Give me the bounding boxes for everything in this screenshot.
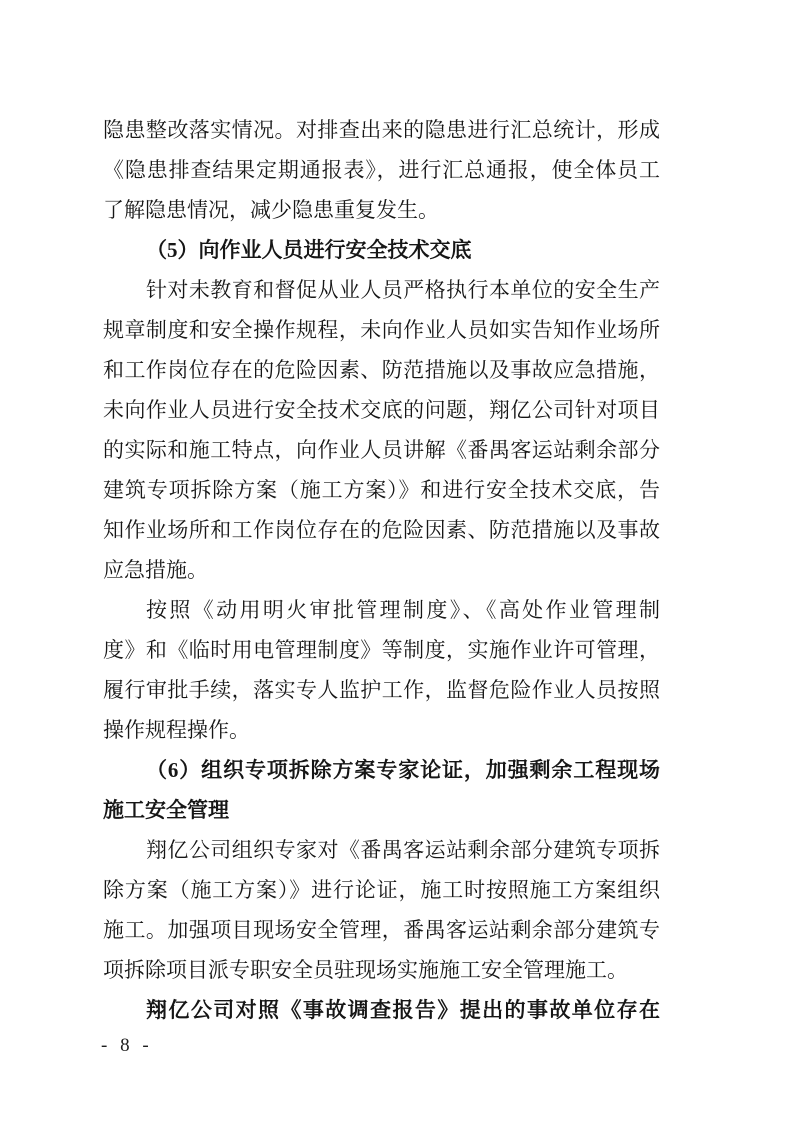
text-line: 操作规程操作。 bbox=[103, 718, 250, 742]
text-line: 了解隐患情况，减少隐患重复发生。 bbox=[103, 198, 439, 222]
text-line: 履行审批手续，落实专人监护工作，监督危险作业人员按照 bbox=[103, 678, 660, 702]
text-line: 《隐患排查结果定期通报表》，进行汇总通报，使全体员工 bbox=[103, 158, 660, 182]
text-line: 规章制度和安全操作规程，未向作业人员如实告知作业场所 bbox=[103, 318, 660, 342]
text-line: 施工。加强项目现场安全管理，番禺客运站剩余部分建筑专 bbox=[103, 918, 660, 942]
text-line: 施工安全管理 bbox=[103, 798, 229, 822]
text-line: 的实际和施工特点，向作业人员讲解《番禺客运站剩余部分 bbox=[103, 438, 660, 462]
text-line: 针对未教育和督促从业人员严格执行本单位的安全生产 bbox=[146, 278, 660, 302]
text-line: 度》和《临时用电管理制度》等制度，实施作业许可管理， bbox=[103, 638, 660, 662]
text-line: 应急措施。 bbox=[103, 558, 208, 582]
text-line: 除方案（施工方案）》进行论证，施工时按照施工方案组织 bbox=[103, 878, 660, 902]
text-line: 项拆除项目派专职安全员驻现场实施施工安全管理施工。 bbox=[103, 958, 628, 982]
text-line: 翔亿公司对照《事故调查报告》提出的事故单位存在 bbox=[146, 998, 660, 1022]
text-line: 建筑专项拆除方案（施工方案）》和进行安全技术交底，告 bbox=[103, 478, 660, 502]
text-line: 翔亿公司组织专家对《番禺客运站剩余部分建筑专项拆 bbox=[146, 838, 660, 862]
document-body bbox=[103, 110, 660, 1030]
text-line: 和工作岗位存在的危险因素、防范措施以及事故应急措施， bbox=[103, 358, 660, 382]
text-line: 隐患整改落实情况。对排查出来的隐患进行汇总统计，形成 bbox=[103, 118, 660, 142]
text-line: （6）组织专项拆除方案专家论证，加强剩余工程现场 bbox=[146, 758, 660, 782]
text-line: 按照《动用明火审批管理制度》、《高处作业管理制 bbox=[146, 598, 660, 622]
text-line: （5）向作业人员进行安全技术交底 bbox=[146, 238, 472, 262]
text-line: 未向作业人员进行安全技术交底的问题，翔亿公司针对项目 bbox=[103, 398, 660, 422]
page-number: - 8 - bbox=[101, 1035, 153, 1056]
text-line: 知作业场所和工作岗位存在的危险因素、防范措施以及事故 bbox=[103, 518, 660, 542]
